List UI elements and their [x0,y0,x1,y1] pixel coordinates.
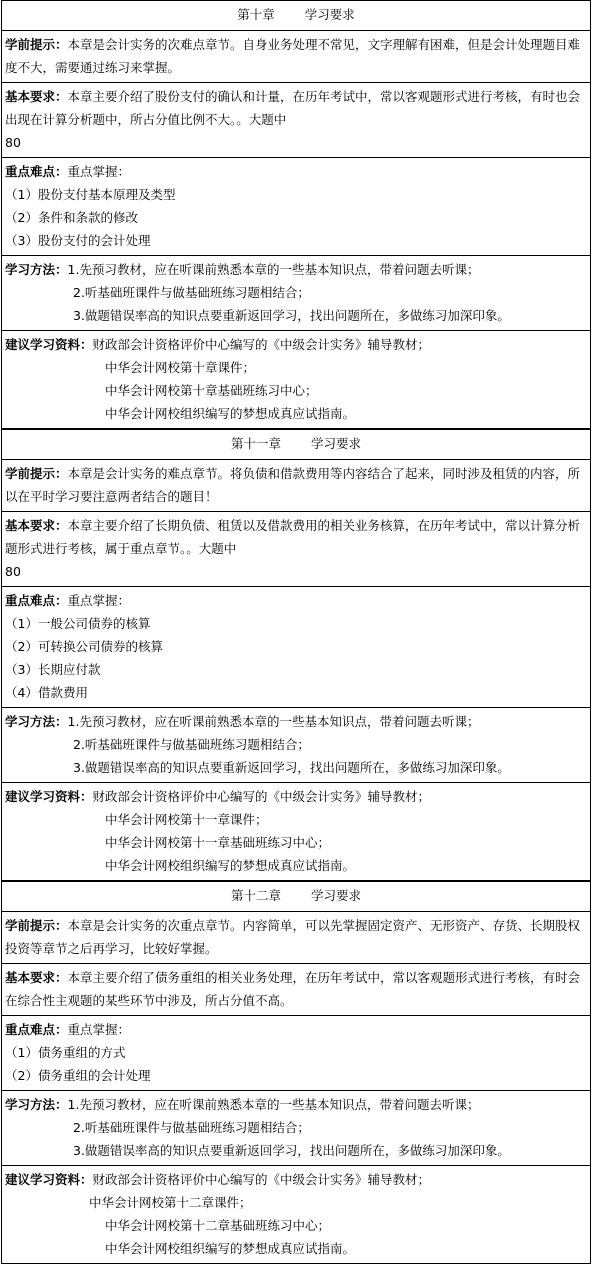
basic-extra: 80 [5,564,21,579]
preview-text: 本章是会计实务的次难点章节。自身业务处理不常见，文字理解有困难，但是会计处理题目难度不大，需要通过练习来掌握。 [5,37,581,75]
method-item: 2.听基础班课件与做基础班练习题相结合； [73,1120,310,1135]
study-method-cell [2,708,591,783]
material-item: 中华会计网校第十章课件； [105,360,256,375]
chapter-10-table [1,0,591,429]
materials-cell [2,783,591,881]
study-method-cell [2,1091,591,1166]
basic-label: 基本要求： [5,89,68,104]
key-item: （2）债务重组的会计处理 [5,1068,151,1083]
preview-cell [2,912,591,964]
chapter-subtitle: 学习要求 [311,888,362,903]
basic-label: 基本要求： [5,970,68,985]
material-item: 中华会计网校第十二章课件； [89,1195,252,1210]
material-item: 财政部会计资格评价中心编写的《中级会计实务》辅导教材； [92,789,431,804]
preview-label: 学前提示： [5,466,68,481]
basic-text: 本章主要介绍了债务重组的相关业务处理，在历年考试中，常以客观题形式进行考核，有时会在综合性主观题的某些环节中涉及，所占分值不高。 [5,970,581,1008]
key-item: （4）借款费用 [5,685,88,700]
key-intro: 重点掌握： [67,1022,131,1037]
material-item: 中华会计网校组织编写的梦想成真应试指南。 [105,406,356,421]
chapter-subtitle: 学习要求 [311,436,362,451]
chapter-heading [2,430,591,460]
material-item: 中华会计网校组织编写的梦想成真应试指南。 [105,858,356,873]
preview-cell [2,31,591,83]
preview-label: 学前提示： [5,918,68,933]
material-item: 财政部会计资格评价中心编写的《中级会计实务》辅导教材； [92,337,431,352]
preview-label: 学前提示： [5,37,68,52]
material-label: 建议学习资料： [5,337,93,352]
key-points-cell [2,158,591,256]
materials-cell [2,331,591,429]
chapter-title: 第十章 [237,7,275,22]
preview-text: 本章是会计实务的难点章节。将负债和借款费用等内容结合了起来，同时涉及租赁的内容，所以在平时学习要注意两者结合的题目！ [5,466,581,504]
method-item: 3.做题错误率高的知识点要重新返回学习，找出问题所在，多做练习加深印象。 [73,760,510,775]
basic-requirement-cell [2,512,591,587]
material-label: 建议学习资料： [5,1172,93,1187]
key-intro: 重点掌握： [67,164,131,179]
key-item: （2）条件和条款的修改 [5,210,138,225]
method-label: 学习方法： [5,262,68,277]
material-item: 财政部会计资格评价中心编写的《中级会计实务》辅导教材； [92,1172,431,1187]
preview-cell [2,460,591,512]
key-item: （1）一般公司债券的核算 [5,616,151,631]
material-item: 中华会计网校第十一章基础班练习中心； [105,835,331,850]
key-item: （3）股份支付的会计处理 [5,233,151,248]
chapter-subtitle: 学习要求 [304,7,355,22]
key-label: 重点难点： [5,164,68,179]
chapter-heading [2,882,591,912]
key-label: 重点难点： [5,593,68,608]
key-item: （3）长期应付款 [5,662,101,677]
material-label: 建议学习资料： [5,789,93,804]
preview-text: 本章是会计实务的次重点章节。内容简单，可以先掌握固定资产、无形资产、存货、长期股权投资等章节之后再学习，比较好掌握。 [5,918,581,956]
key-points-cell [2,1016,591,1091]
material-item: 中华会计网校第十章基础班练习中心； [105,383,318,398]
key-intro: 重点掌握： [67,593,131,608]
basic-requirement-cell [2,964,591,1016]
chapter-12-table [1,881,591,1264]
method-item: 2.听基础班课件与做基础班练习题相结合； [73,737,310,752]
key-item: （2）可转换公司债券的核算 [5,639,163,654]
basic-label: 基本要求： [5,518,68,533]
key-item: （1）债务重组的方式 [5,1045,126,1060]
key-label: 重点难点： [5,1022,68,1037]
material-item: 中华会计网校第十一章课件； [105,812,268,827]
materials-cell [2,1166,591,1264]
method-item: 2.听基础班课件与做基础班练习题相结合； [73,285,310,300]
chapter-heading [2,1,591,31]
chapter-title: 第十二章 [230,888,281,903]
method-label: 学习方法： [5,714,68,729]
material-item: 中华会计网校组织编写的梦想成真应试指南。 [105,1241,356,1256]
basic-requirement-cell [2,83,591,158]
key-item: （1）股份支付基本原理及类型 [5,187,176,202]
basic-extra: 80 [5,135,21,150]
method-item: 1.先预习教材，应在听课前熟悉本章的一些基本知识点，带着问题去听课； [67,1097,480,1112]
method-item: 3.做题错误率高的知识点要重新返回学习，找出问题所在，多做练习加深印象。 [73,308,510,323]
method-label: 学习方法： [5,1097,68,1112]
material-item: 中华会计网校第十二章基础班练习中心； [105,1218,331,1233]
key-points-cell [2,587,591,708]
method-item: 3.做题错误率高的知识点要重新返回学习，找出问题所在，多做练习加深印象。 [73,1143,510,1158]
chapter-title: 第十一章 [230,436,281,451]
basic-text: 本章主要介绍了长期负债、租赁以及借款费用的相关业务核算，在历年考试中，常以计算分析题形式进行考核，属于重点章节。。大题中 [5,518,581,556]
method-item: 1.先预习教材，应在听课前熟悉本章的一些基本知识点，带着问题去听课； [67,714,480,729]
basic-text: 本章主要介绍了股份支付的确认和计量，在历年考试中，常以客观题形式进行考核，有时也会出现在计算分析题中，所占分值比例不大。。大题中 [5,89,581,127]
study-method-cell [2,256,591,331]
chapter-11-table [1,429,591,881]
method-item: 1.先预习教材，应在听课前熟悉本章的一些基本知识点，带着问题去听课； [67,262,480,277]
